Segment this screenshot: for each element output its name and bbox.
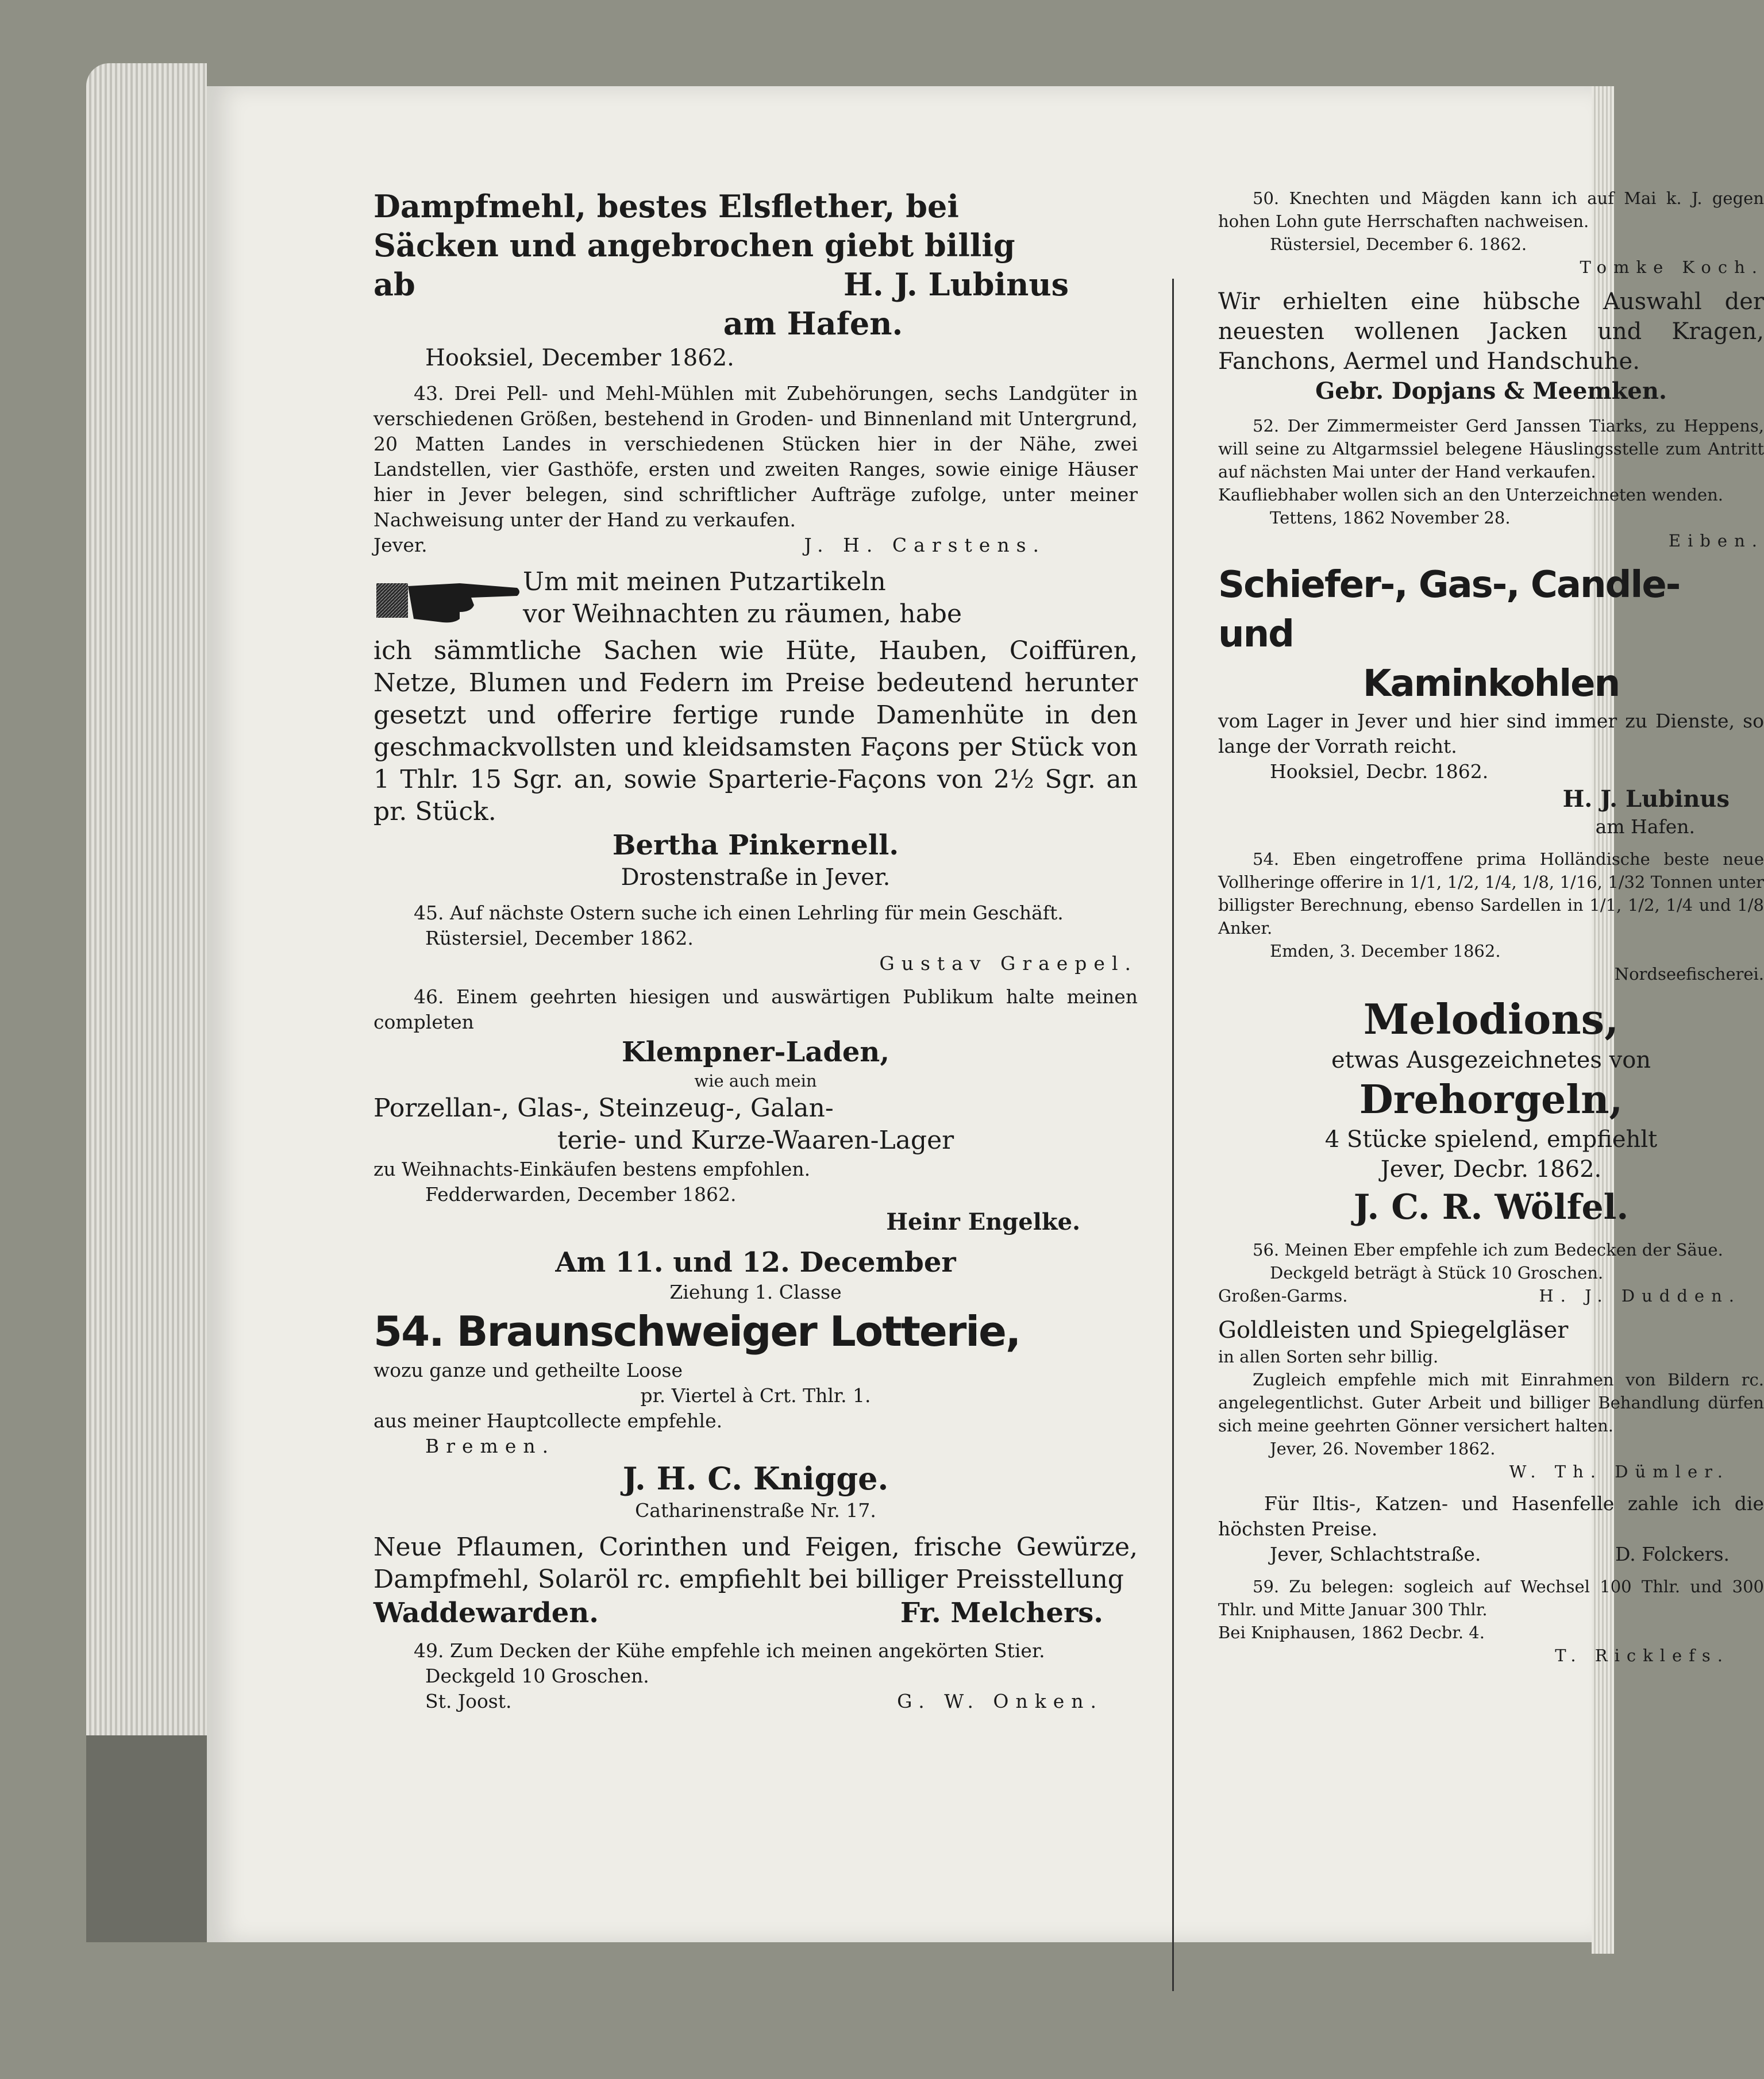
left-column (373, 187, 1138, 1722)
ad-lead-row (373, 566, 1138, 635)
ad-text: Ziehung 1. Classe (669, 1281, 842, 1303)
ad-body: 45. Auf nächste Ostern suche ich einen Lehrling für mein Geschäft. (414, 902, 1064, 924)
ad-text: pr. Viertel à Crt. Thlr. 1. (640, 1384, 871, 1407)
ad-title: Melodions, (1363, 995, 1619, 1044)
advertiser-name: H. J. Dudden. (1539, 1286, 1741, 1306)
ad-56 (1218, 1238, 1764, 1307)
ad-lotterie (373, 1245, 1138, 1523)
advertiser-name: J. H. Carstens. (804, 534, 1046, 556)
ad-body: Zugleich empfehle mich mit Einrahmen von Bildern rc. angelegentlichst. Guter Arbeit und billiger Behandlung dürfen sich meine geehrten Gönner versichert halten. (1218, 1370, 1764, 1435)
ad-headline: Klempner-Laden, (621, 1036, 890, 1068)
ad-date: Hooksiel, Decbr. 1862. (1270, 760, 1489, 783)
ad-date: Emden, 3. December 1862. (1270, 941, 1501, 961)
advertiser-name: J. H. C. Knigge. (622, 1460, 889, 1497)
ad-body: 56. Meinen Eber empfehle ich zum Bedecken der Säue. (1253, 1240, 1723, 1260)
ad-text: Deckgeld beträgt à Stück 10 Groschen. (1270, 1263, 1604, 1283)
ad-text: in allen Sorten sehr billig. (1218, 1347, 1439, 1366)
ad-place: Jever. (373, 534, 427, 556)
ad-body: vom Lager in Jever und hier sind immer zu Dienste, so lange der Vorrath reicht. (1218, 710, 1764, 757)
ad-body: 52. Der Zimmermeister Gerd Janssen Tiarks, zu Heppens, will seine zu Altgarmssiel belegene Häuslingsstelle zum Antritt auf nächsten Mai unter der Hand verkaufen. (1218, 416, 1764, 482)
ad-46 (373, 984, 1138, 1237)
right-column (1218, 187, 1764, 1675)
ad-pflaumen (373, 1531, 1138, 1630)
ad-50 (1218, 187, 1764, 279)
ad-jacken (1218, 287, 1764, 406)
ad-body: ich sämmtliche Sachen wie Hüte, Hauben, Coiffüren, Netze, Blumen und Federn im Preise bedeutend herunter gesetzt und offerire fertige runde Damenhüte in den geschmackvollsten und kleidsamsten Façons per Stück von 1 Thlr. 15 Sgr. an, sowie Sparterie-Façons von 2½ Sgr. an pr. Stück. (373, 636, 1138, 826)
advertiser-name: Heinr Engelke. (886, 1208, 1080, 1235)
ad-title: Kaminkohlen (1362, 663, 1620, 705)
ad-headline: Goldleisten und Spiegelgläser (1218, 1317, 1569, 1343)
ad-date: Tettens, 1862 November 28. (1270, 508, 1511, 528)
ad-date: Rüstersiel, December 1862. (425, 927, 694, 949)
ad-place: St. Joost. (425, 1690, 512, 1712)
ad-place: Großen-Garms. (1218, 1286, 1348, 1306)
advertiser-name: H. J. Lubinus (843, 266, 1069, 303)
ad-dampfmehl (373, 187, 1138, 373)
ad-body: 54. Eben eingetroffene prima Holländische beste neue Vollheringe offerire in 1/1, 1/2, 1/4, 1/8, 1/16, 1/32 Tonnen unter billigster Berechnung, ebenso Sardellen in 1/1, 1/2, 1/4 und 1/8 Anker. (1218, 849, 1764, 938)
ad-45 (373, 900, 1138, 976)
ad-date: Jever, Decbr. 1862. (1380, 1156, 1602, 1183)
ad-text: ab (373, 266, 415, 303)
ad-headline: Dampfmehl, bestes Elsflether, bei (373, 188, 959, 225)
ad-body: Für Iltis-, Katzen- und Hasenfelle zahle ich die höchsten Preise. (1218, 1492, 1764, 1540)
ad-headline: Porzellan-, Glas-, Steinzeug-, Galan- (373, 1094, 834, 1123)
advertiser-name: J. C. R. Wölfel. (1353, 1187, 1629, 1227)
advertiser-address: Drostenstraße in Jever. (621, 864, 891, 891)
ad-54 (1218, 848, 1764, 985)
column-divider (1172, 279, 1174, 1991)
ad-kohlen (1218, 560, 1764, 840)
ad-signature-row (1218, 1542, 1764, 1567)
ad-signature-row (373, 533, 1138, 558)
advertiser-name: Nordseefischerei. (1614, 964, 1764, 984)
ad-43 (373, 381, 1138, 558)
ad-date: Bei Kniphausen, 1862 Decbr. 4. (1218, 1623, 1485, 1642)
ad-headline: terie- und Kurze-Waaren-Lager (557, 1126, 954, 1155)
ad-title: 54. Braunschweiger Lotterie, (373, 1307, 1020, 1356)
advertiser-name: H. J. Lubinus (1562, 786, 1730, 813)
ad-felle (1218, 1491, 1764, 1567)
ad-body: Kaufliebhaber wollen sich an den Unterzeichneten wenden. (1218, 485, 1724, 505)
ad-59 (1218, 1575, 1764, 1667)
ad-body: 46. Einem geehrten hiesigen und auswärtigen Publikum halte meinen completen (373, 985, 1138, 1033)
ad-text: wie auch mein (694, 1071, 817, 1091)
ad-headline: Um mit meinen Putzartikeln (523, 567, 886, 596)
advertiser-address: am Hafen. (1595, 815, 1695, 838)
pointing-hand-icon (373, 566, 523, 635)
advertiser-name: T. Ricklefs. (1555, 1646, 1730, 1665)
advertiser-name: D. Folckers. (1615, 1543, 1730, 1565)
ad-text: wozu ganze und getheilte Loose (373, 1359, 683, 1381)
ad-text: Deckgeld 10 Groschen. (425, 1665, 649, 1687)
ad-signature-row (373, 1596, 1138, 1630)
ad-headline: Säcken und angebrochen giebt billig (373, 227, 1015, 264)
advertiser-address: Catharinenstraße Nr. 17. (635, 1499, 876, 1522)
ad-body: Wir erhielten eine hübsche Auswahl der neuesten wollenen Jacken und Kragen, Fanchons, Aermel und Handschuhe. (1218, 288, 1764, 375)
ad-text: aus meiner Hauptcollecte empfehle. (373, 1410, 723, 1432)
ad-body: 50. Knechten und Mägden kann ich auf Mai k. J. gegen hohen Lohn gute Herrschaften nachweisen. (1218, 188, 1764, 231)
ad-body: 43. Drei Pell- und Mehl-Mühlen mit Zubehörungen, sechs Landgüter in verschiedenen Größen, bestehend in Groden- und Binnenland mit Untergrund, 20 Matten Landes in verschiedenen Stücken hier in der Nähe, zwei Landstellen, vier Gasthöfe, ersten und zweiten Ranges, sowie einige Häuser hier in Jever belegen, sind schriftlicher Aufträge zufolge, unter meiner Nachweisung unter der Hand zu verkaufen. (373, 382, 1138, 531)
advertiser-name: Fr. Melchers. (900, 1597, 1103, 1629)
ad-melodions (1218, 994, 1764, 1230)
ad-text: 4 Stücke spielend, empfiehlt (1324, 1126, 1658, 1153)
ad-goldleisten (1218, 1315, 1764, 1483)
advertiser-name: Eiben. (1668, 531, 1764, 550)
ad-text: etwas Ausgezeichnetes von (1331, 1047, 1651, 1073)
ad-date: Fedderwarden, December 1862. (425, 1183, 737, 1206)
advertiser-name: G. W. Onken. (897, 1690, 1103, 1712)
advertiser-name: Bertha Pinkernell. (612, 829, 899, 861)
ad-title: Drehorgeln, (1359, 1077, 1623, 1123)
ad-body: 49. Zum Decken der Kühe empfehle ich meinen angekörten Stier. (414, 1639, 1045, 1662)
ad-52 (1218, 414, 1764, 552)
ad-49 (373, 1638, 1138, 1714)
ad-place: Waddewarden. (373, 1597, 599, 1629)
advertiser-address: am Hafen. (723, 305, 903, 342)
ad-place: Bremen. (425, 1435, 556, 1457)
ad-signature-row (1218, 1284, 1764, 1307)
ad-body: Neue Pflaumen, Corinthen und Feigen, frische Gewürze, Dampfmehl, Solaröl rc. empfiehlt bei billiger Preisstellung (373, 1533, 1138, 1594)
advertiser-name: Tomke Koch. (1580, 257, 1764, 277)
advertiser-name: W. Th. Dümler. (1509, 1462, 1730, 1481)
ad-signature-row (373, 1689, 1138, 1714)
ad-text: zu Weihnachts-Einkäufen bestens empfohlen. (373, 1158, 811, 1180)
ad-date: Rüstersiel, December 6. 1862. (1270, 234, 1527, 254)
ad-signature-row (373, 265, 1138, 304)
ad-title: Schiefer-, Gas-, Candle- und (1218, 564, 1680, 656)
ad-headline: Am 11. und 12. December (555, 1246, 956, 1279)
book-spine (86, 1735, 207, 1942)
ad-date: Hooksiel, December 1862. (425, 345, 734, 371)
newspaper-page (207, 86, 1764, 1942)
ad-place: Jever, Schlachtstraße. (1270, 1543, 1481, 1565)
ad-date: Jever, 26. November 1862. (1270, 1439, 1496, 1458)
advertiser-name: Gebr. Dopjans & Meemken. (1315, 378, 1667, 405)
advertiser-name: Gustav Graepel. (879, 952, 1138, 975)
ad-body: 59. Zu belegen: sogleich auf Wechsel 100 Thlr. und 300 Thlr. und Mitte Januar 300 Thlr. (1218, 1577, 1764, 1619)
ad-headline: vor Weihnachten zu räumen, habe (523, 599, 962, 629)
book-page-edges-left (86, 63, 207, 1936)
ad-putzartikel (373, 566, 1138, 892)
